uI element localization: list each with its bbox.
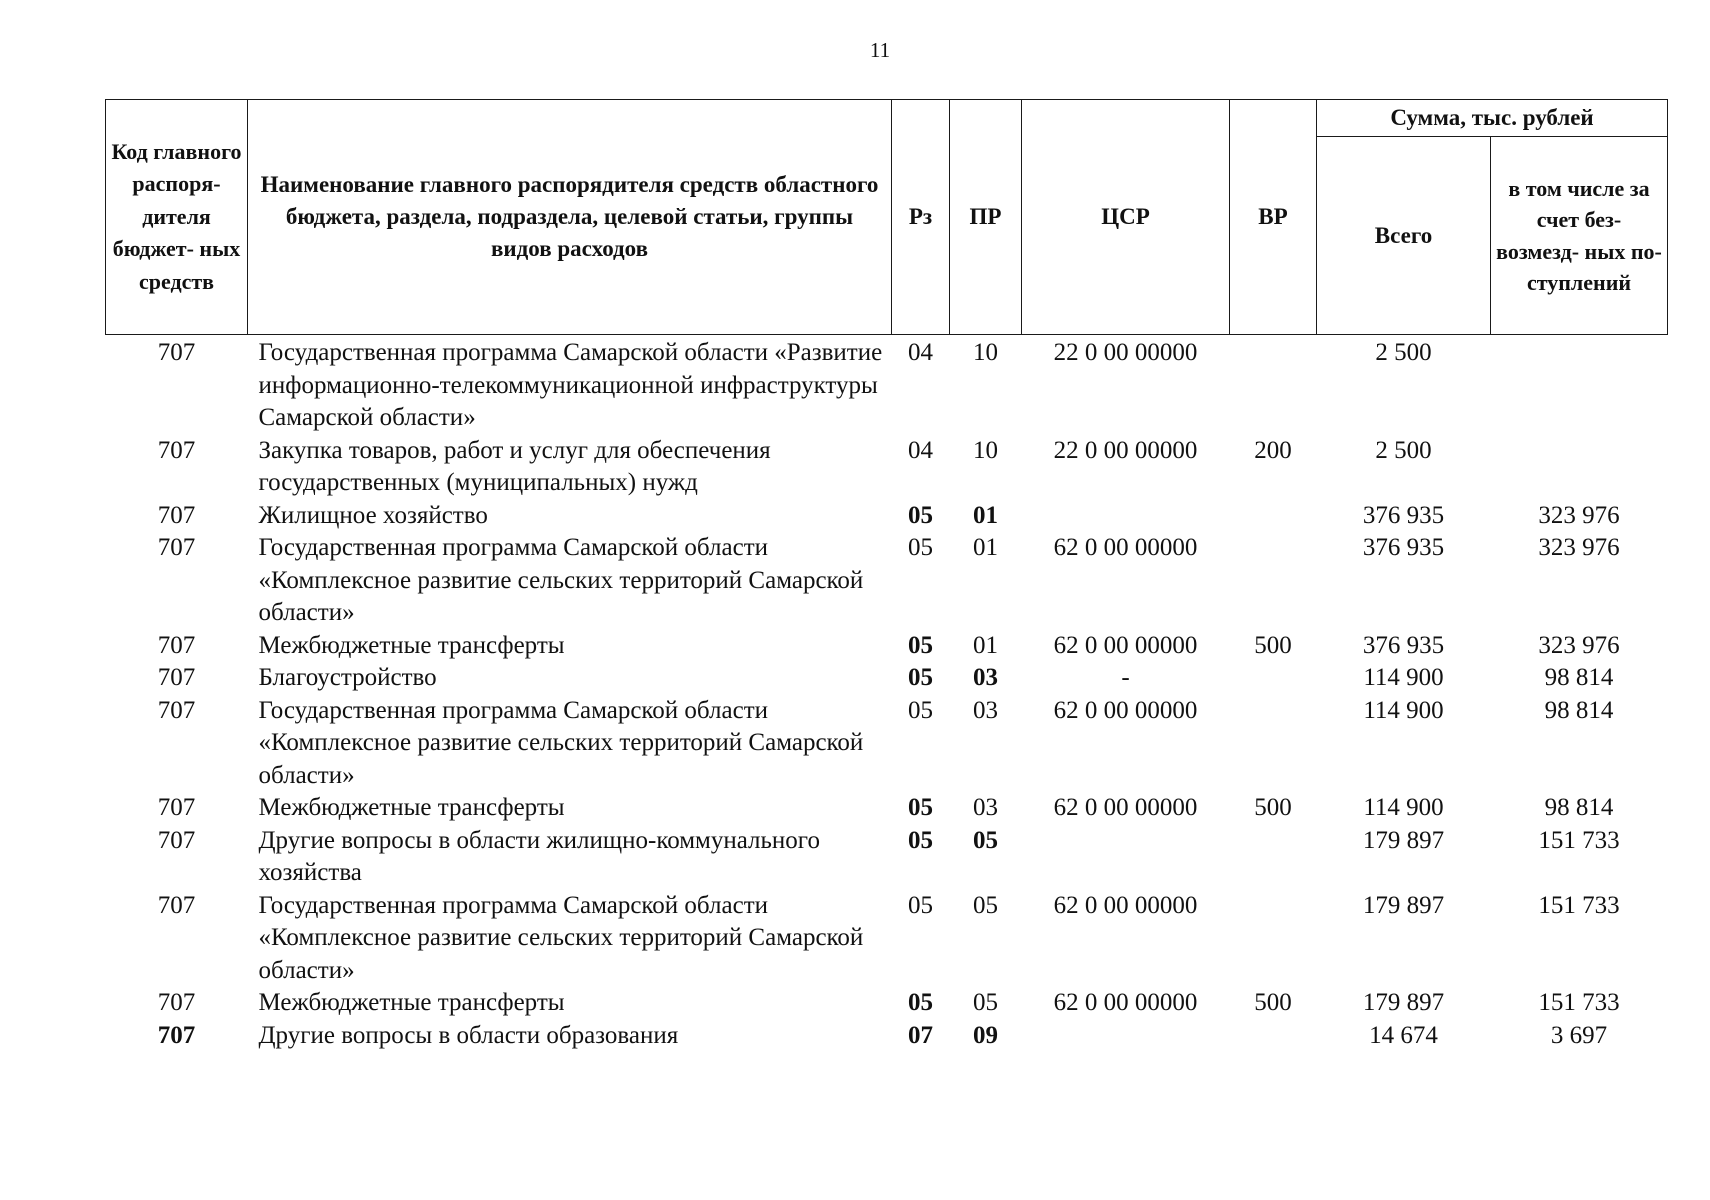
cell-grant: 151 733: [1538, 891, 1620, 919]
cell-csr: 62 0 00 00000: [1053, 696, 1198, 724]
cell-vr: 200: [1254, 436, 1292, 464]
cell-vr: [1230, 532, 1317, 630]
table-row: [106, 792, 1668, 825]
header-csr: ЦСР: [1022, 100, 1230, 335]
cell-vr: 500: [1254, 989, 1292, 1016]
table-row: [106, 500, 1668, 533]
table-row: [106, 335, 1668, 435]
cell-grant: 3 697: [1550, 1021, 1608, 1049]
cell-grant: 98 814: [1544, 696, 1614, 724]
cell-total: 376 935: [1362, 631, 1445, 659]
cell-total: 2 500: [1375, 339, 1432, 366]
cell-name: Государственная программа Самарской области «Комплексное развитие сельских территорий Самарской области»: [258, 696, 864, 789]
cell-code: 707: [157, 631, 196, 659]
cell-csr: 62 0 00 00000: [1053, 534, 1198, 561]
cell-vr: [1230, 662, 1317, 695]
table-row: [106, 1020, 1668, 1053]
cell-grant: 151 733: [1538, 989, 1620, 1016]
cell-rz: 05: [908, 826, 933, 854]
cell-csr: 62 0 00 00000: [1053, 631, 1198, 659]
cell-code: 707: [157, 794, 196, 821]
cell-grant: [1491, 335, 1668, 435]
cell-vr: [1230, 890, 1317, 988]
cell-rz: 05: [908, 794, 933, 821]
cell-pr: 01: [973, 501, 998, 529]
cell-csr: -: [1121, 664, 1130, 691]
cell-total: 376 935: [1362, 501, 1445, 529]
header-rz: Рз: [892, 100, 950, 335]
cell-total: 179 897: [1362, 826, 1445, 854]
table-body: [106, 335, 1668, 1053]
cell-total: 114 900: [1363, 794, 1444, 821]
cell-csr: 62 0 00 00000: [1053, 989, 1198, 1016]
cell-rz: 05: [908, 989, 933, 1016]
cell-pr: 03: [973, 664, 998, 691]
cell-code: 707: [157, 664, 196, 691]
table-row: [106, 695, 1668, 793]
header-code: Код главного распоря- дителя бюджет- ных средств: [106, 100, 248, 335]
cell-total: 2 500: [1375, 436, 1432, 464]
cell-total: 376 935: [1362, 534, 1445, 561]
cell-rz: 05: [908, 696, 933, 724]
cell-name: Государственная программа Самарской области «Комплексное развитие сельских территорий Самарской области»: [258, 891, 864, 984]
cell-code: 707: [157, 501, 196, 529]
cell-csr: 62 0 00 00000: [1053, 891, 1198, 919]
header-total: Всего: [1317, 137, 1491, 335]
cell-pr: 05: [973, 989, 998, 1016]
cell-total: 179 897: [1362, 891, 1445, 919]
cell-rz: 05: [908, 664, 933, 691]
cell-vr: [1230, 825, 1317, 890]
cell-name: Другие вопросы в области образования: [258, 1021, 679, 1049]
cell-grant: 323 976: [1538, 501, 1620, 529]
cell-name: Государственная программа Самарской области «Развитие информационно-телекоммуникационной инфраструктуры Самарской области»: [258, 339, 883, 431]
cell-code: 707: [157, 339, 196, 366]
cell-rz: 04: [908, 339, 933, 366]
cell-code: 707: [157, 1021, 196, 1049]
page-number: 11: [869, 38, 891, 62]
cell-code: 707: [157, 436, 196, 464]
table-row: [106, 532, 1668, 630]
table-row: [106, 435, 1668, 500]
cell-grant: 323 976: [1538, 631, 1620, 659]
cell-code: 707: [157, 989, 196, 1016]
cell-grant: 98 814: [1544, 664, 1614, 691]
cell-csr: [1022, 825, 1230, 890]
cell-pr: 09: [973, 1021, 998, 1049]
cell-name: Закупка товаров, работ и услуг для обеспечения государственных (муниципальных) нужд: [258, 436, 771, 496]
header-pr: ПР: [950, 100, 1022, 335]
table-row: [106, 987, 1668, 1020]
cell-vr: [1230, 335, 1317, 435]
cell-csr: [1022, 1020, 1230, 1053]
header-vr: ВР: [1230, 100, 1317, 335]
cell-pr: 01: [973, 631, 998, 659]
cell-code: 707: [157, 534, 196, 561]
cell-grant: [1491, 435, 1668, 500]
cell-name: Другие вопросы в области жилищно-коммунального хозяйства: [258, 826, 820, 886]
cell-vr: [1230, 695, 1317, 793]
table-row: [106, 825, 1668, 890]
cell-total: 114 900: [1363, 664, 1444, 691]
header-sum: Сумма, тыс. рублей: [1317, 100, 1668, 137]
header-name: Наименование главного распорядителя средств областного бюджета, раздела, подраздела, целевой статьи, группы видов расходов: [248, 100, 892, 335]
cell-pr: 01: [973, 534, 998, 561]
cell-name: Государственная программа Самарской области «Комплексное развитие сельских территорий Самарской области»: [258, 534, 864, 626]
cell-name: Жилищное хозяйство: [258, 501, 488, 529]
cell-csr: 22 0 00 00000: [1053, 436, 1198, 464]
cell-pr: 03: [973, 794, 998, 821]
cell-rz: 05: [908, 534, 933, 561]
table-row: [106, 890, 1668, 988]
cell-csr: [1022, 500, 1230, 533]
cell-pr: 03: [973, 696, 998, 724]
cell-rz: 05: [908, 631, 933, 659]
cell-csr: 22 0 00 00000: [1053, 339, 1198, 366]
cell-pr: 05: [973, 826, 998, 854]
cell-code: 707: [157, 696, 196, 724]
cell-vr: 500: [1254, 631, 1292, 659]
cell-vr: [1230, 1020, 1317, 1053]
cell-grant: 151 733: [1538, 826, 1620, 854]
cell-rz: 05: [908, 891, 933, 919]
cell-rz: 07: [908, 1021, 933, 1049]
table-header: [106, 100, 1668, 335]
cell-total: 114 900: [1363, 696, 1444, 724]
cell-name: Межбюджетные трансферты: [258, 631, 565, 659]
cell-code: 707: [157, 826, 196, 854]
table-row: [106, 630, 1668, 663]
cell-rz: 05: [908, 501, 933, 529]
cell-csr: 62 0 00 00000: [1053, 794, 1198, 821]
header-grant: в том числе за счет без- возмезд- ных по- ступлений: [1491, 137, 1668, 335]
cell-grant: 323 976: [1538, 534, 1620, 561]
cell-total: 14 674: [1369, 1021, 1438, 1049]
cell-grant: 98 814: [1544, 794, 1614, 821]
cell-total: 179 897: [1362, 989, 1445, 1016]
table-row: [106, 662, 1668, 695]
cell-pr: 10: [973, 339, 998, 366]
cell-vr: 500: [1254, 794, 1292, 821]
cell-name: Благоустройство: [258, 664, 437, 691]
cell-name: Межбюджетные трансферты: [258, 794, 565, 821]
cell-pr: 10: [973, 436, 998, 464]
cell-pr: 05: [973, 891, 998, 919]
cell-rz: 04: [908, 436, 933, 464]
cell-code: 707: [157, 891, 196, 919]
cell-vr: [1230, 500, 1317, 533]
budget-table: [105, 99, 1668, 1052]
cell-name: Межбюджетные трансферты: [258, 989, 565, 1016]
